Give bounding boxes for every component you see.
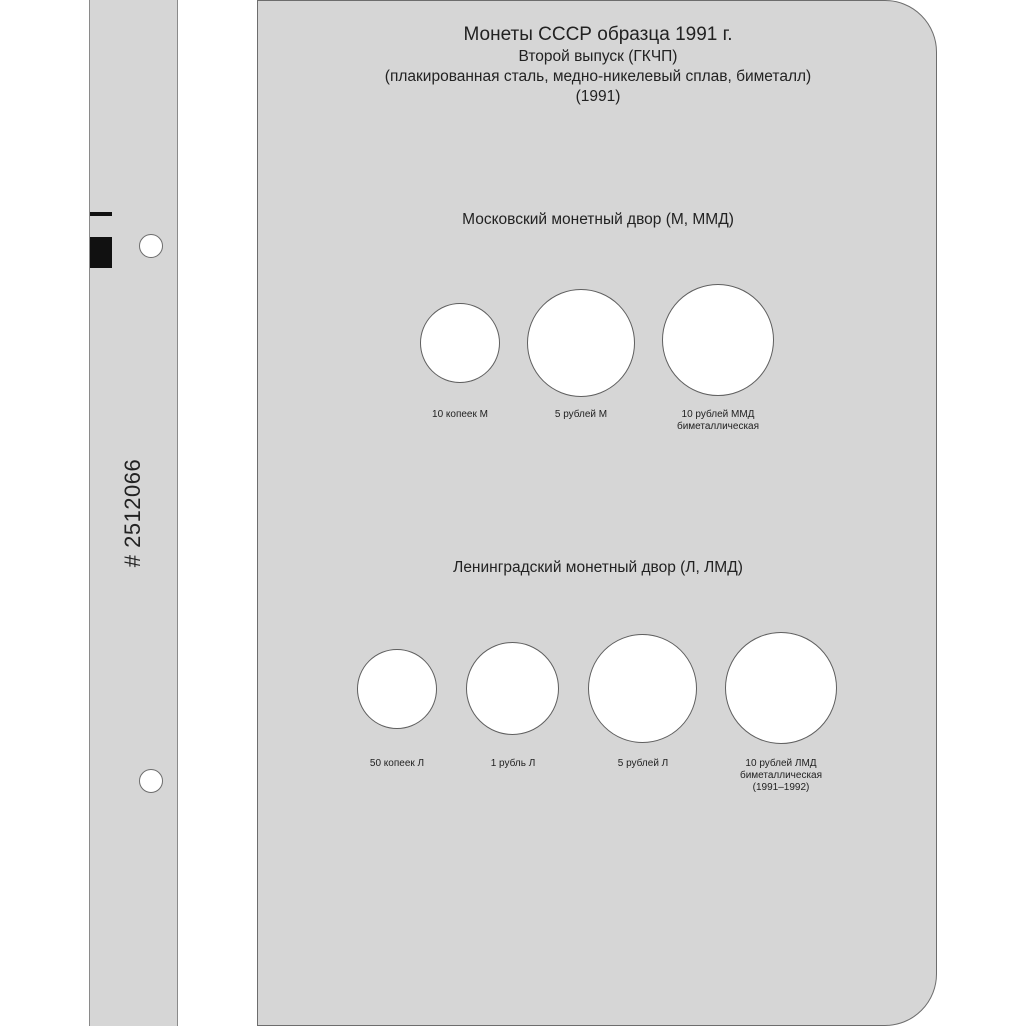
coin-label-text: 10 рублей ЛМД <box>745 758 817 769</box>
coin-label-text: 5 рублей Л <box>617 758 669 769</box>
product-code: # 2512066 <box>120 458 145 568</box>
coin-slot-50-kopeks-l <box>357 649 437 729</box>
page-subtitle: Второй выпуск (ГКЧП) <box>518 48 678 65</box>
coin-label-text-line2: биметаллическая <box>676 421 760 432</box>
coin-slot-1-ruble-l <box>466 642 559 735</box>
page-title: Монеты СССР образца 1991 г. <box>463 24 733 45</box>
coin-label-10-rubles-mmd <box>677 409 759 433</box>
coin-label-text: 10 рублей ММД <box>681 409 755 420</box>
registration-mark-block <box>90 237 112 268</box>
coin-label-1-ruble-l <box>491 758 536 770</box>
coin-label-10-rubles-lmd <box>740 758 822 794</box>
page-materials: (плакированная сталь, медно-никелевый сплав, биметалл) <box>384 68 812 85</box>
coin-label-text: 10 копеек М <box>432 409 488 420</box>
binder-hole-top <box>139 234 163 258</box>
coin-label-5-rubles-l <box>618 758 669 770</box>
coin-album-page <box>257 0 937 1026</box>
page-header <box>258 23 938 107</box>
coin-label-50-kopeks-l <box>370 758 424 770</box>
binder-hole-bottom <box>139 769 163 793</box>
coin-label-text-line2: биметаллическая <box>739 770 823 781</box>
coin-slot-10-rubles-lmd <box>725 632 837 744</box>
coin-slot-10-kopeks-m <box>420 303 500 383</box>
coin-label-text: 50 копеек Л <box>369 758 425 769</box>
coin-label-5-rubles-m <box>555 409 607 421</box>
section-title-moscow: Московский монетный двор (М, ММД) <box>462 211 734 228</box>
registration-mark-line <box>90 212 112 216</box>
coin-label-text-line3: (1991–1992) <box>752 782 810 793</box>
coin-slot-5-rubles-m <box>527 289 635 397</box>
section-title-leningrad: Ленинградский монетный двор (Л, ЛМД) <box>453 559 743 576</box>
coin-slot-10-rubles-mmd <box>662 284 774 396</box>
coin-slot-5-rubles-l <box>588 634 697 743</box>
coin-label-10-kopeks-m <box>432 409 488 421</box>
page-year: (1991) <box>575 88 621 105</box>
coin-label-text: 5 рублей М <box>554 409 608 420</box>
coin-label-text: 1 рубль Л <box>490 758 536 769</box>
